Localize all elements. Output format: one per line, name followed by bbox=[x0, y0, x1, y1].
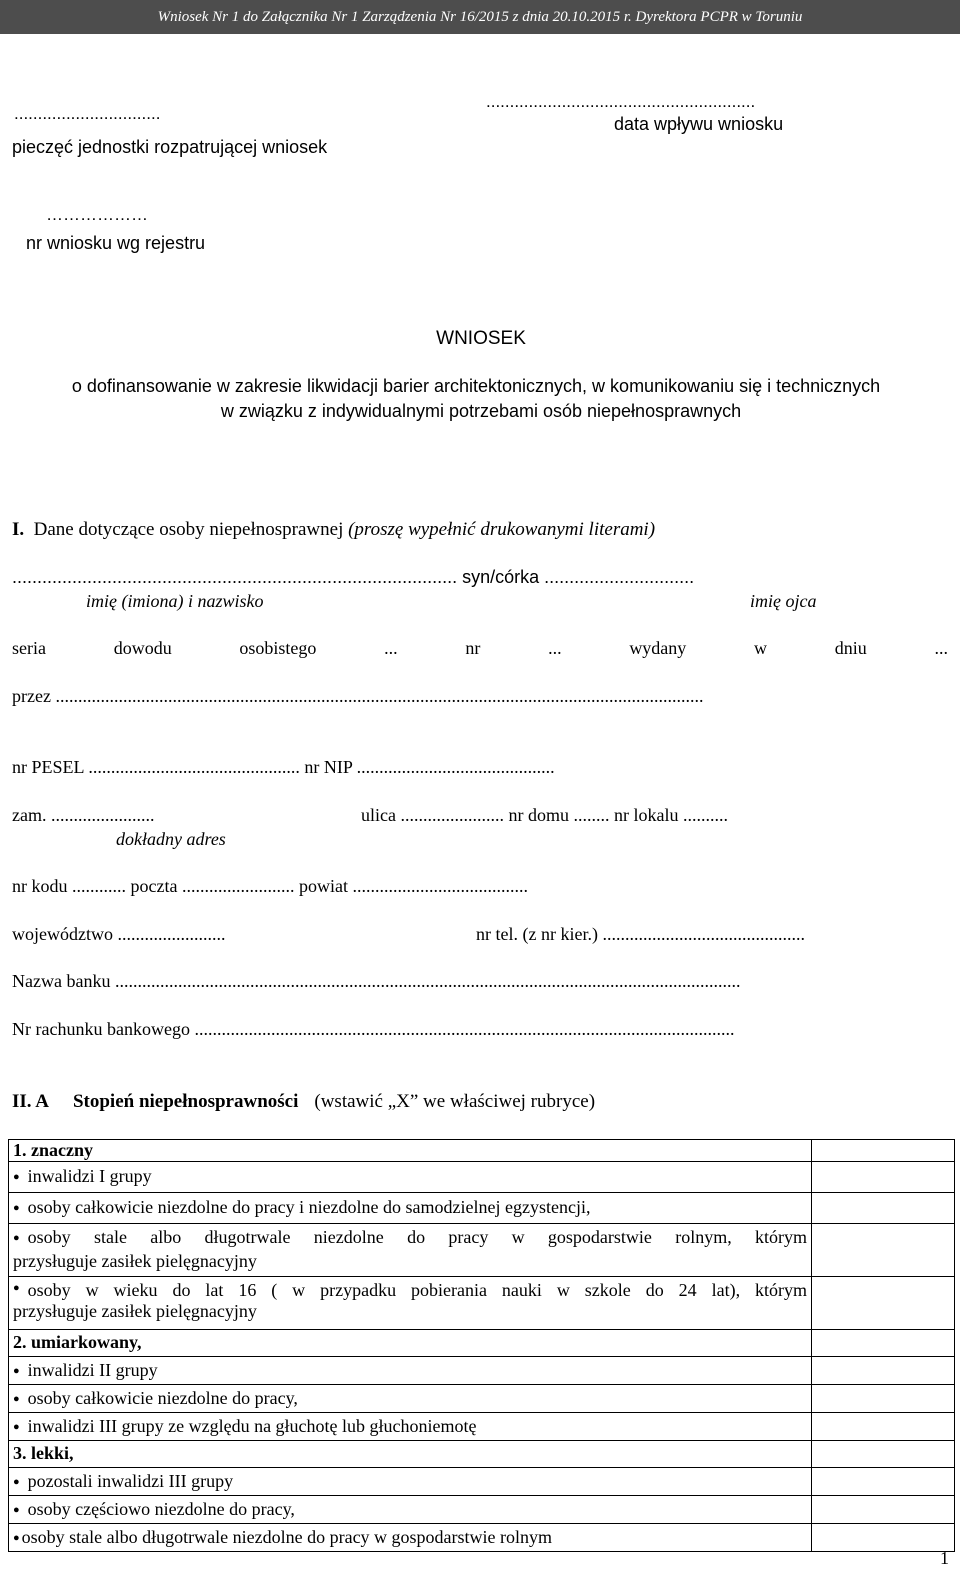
checkbox-cell[interactable] bbox=[812, 1441, 955, 1468]
id-part-dowodu: dowodu bbox=[113, 638, 172, 658]
row-label-continued: przysługuje zasiłek pielęgnacyjny bbox=[13, 1251, 257, 1271]
section2-number: II. A bbox=[12, 1091, 49, 1112]
name-caption: imię (imiona) i nazwisko bbox=[86, 591, 264, 611]
row-label-continued: przysługuje zasiłek pielęgnacyjny bbox=[13, 1301, 257, 1321]
voivodeship-field[interactable]: województwo ........................ bbox=[12, 924, 226, 944]
bullet-icon: ● bbox=[13, 1282, 20, 1294]
row-label: osoby całkowicie niezdolne do pracy i niezdolne do samodzielnej egzystencji, bbox=[27, 1197, 591, 1217]
bullet-icon: ● bbox=[13, 1421, 20, 1433]
disability-degree-table bbox=[8, 1139, 955, 1552]
section1-heading bbox=[12, 519, 655, 541]
bank-name-field[interactable]: Nazwa banku ........................................................................................................................................... bbox=[12, 971, 741, 991]
stamp-label: pieczęć jednostki rozpatrującej wniosek bbox=[12, 137, 328, 157]
section1-title: Dane dotyczące osoby niepełnosprawnej bbox=[33, 519, 344, 540]
section2-note: (wstawić „X” we właściwej rubryce) bbox=[314, 1091, 596, 1112]
bullet-icon: ● bbox=[13, 1202, 20, 1214]
bullet-icon: ● bbox=[13, 1365, 20, 1377]
id-number-field[interactable]: ... bbox=[548, 638, 562, 658]
bullet-icon: ● bbox=[13, 1504, 20, 1516]
address-caption: dokładny adres bbox=[116, 829, 226, 849]
table-row bbox=[9, 1496, 955, 1524]
checkbox-cell[interactable] bbox=[812, 1330, 955, 1357]
checkbox-cell[interactable] bbox=[812, 1140, 955, 1162]
id-part-osobistego: osobistego bbox=[239, 638, 317, 658]
father-name-caption: imię ojca bbox=[750, 591, 817, 611]
bullet-icon: ● bbox=[13, 1171, 20, 1183]
stamp-dots: ............................... bbox=[14, 104, 161, 123]
bullet-icon: ● bbox=[13, 1393, 20, 1405]
street-line[interactable]: ulica ....................... nr domu ........ nr lokalu .......... bbox=[361, 805, 728, 825]
category-number: 1. bbox=[13, 1140, 27, 1160]
date-dots: ......................................................... bbox=[486, 92, 756, 111]
category-label: lekki, bbox=[31, 1443, 74, 1463]
table-row bbox=[9, 1385, 955, 1413]
table-row bbox=[9, 1441, 955, 1468]
bank-account-field[interactable]: Nr rachunku bankowego ........................................................................................................................ bbox=[12, 1019, 735, 1039]
issued-by-line[interactable]: przez ................................................................................................................................................ bbox=[12, 686, 704, 706]
bullet-icon: ● bbox=[13, 1532, 20, 1544]
phone-field[interactable]: nr tel. (z nr kier.) ............................................. bbox=[476, 924, 805, 944]
section1-note: (proszę wypełnić drukowanymi literami) bbox=[348, 519, 656, 540]
row-label: inwalidzi III grupy ze względu na głuchotę lub głuchoniemotę bbox=[27, 1416, 477, 1436]
row-label: inwalidzi I grupy bbox=[27, 1166, 152, 1186]
table-row bbox=[9, 1413, 955, 1441]
date-received-label: data wpływu wniosku bbox=[614, 114, 784, 134]
register-number-label: nr wniosku wg rejestru bbox=[26, 233, 206, 253]
address-field[interactable]: zam. ....................... bbox=[12, 805, 155, 825]
row-label: inwalidzi II grupy bbox=[27, 1360, 158, 1380]
table-row bbox=[9, 1162, 955, 1193]
id-date-field[interactable]: ... bbox=[934, 638, 948, 658]
table-row bbox=[9, 1224, 955, 1277]
category-label: znaczny bbox=[31, 1140, 93, 1160]
document-header-bar bbox=[0, 0, 960, 34]
row-label: pozostali inwalidzi III grupy bbox=[27, 1471, 234, 1491]
table-row bbox=[9, 1330, 955, 1357]
category-number: 3. bbox=[13, 1443, 27, 1463]
row-label: osoby całkowicie niezdolne do pracy, bbox=[27, 1388, 298, 1408]
id-part-nr: nr bbox=[465, 638, 481, 658]
header-text: Wniosek Nr 1 do Załącznika Nr 1 Zarządzenia Nr 16/2015 z dnia 20.10.2015 r. Dyrektora PCPR w Toruniu bbox=[157, 9, 803, 25]
section1-number: I. bbox=[12, 519, 25, 540]
pesel-nip-line[interactable]: nr PESEL ............................................... nr NIP ............................................ bbox=[12, 757, 555, 777]
checkbox-cell[interactable] bbox=[812, 1413, 955, 1441]
checkbox-cell[interactable] bbox=[812, 1357, 955, 1385]
checkbox-cell[interactable] bbox=[812, 1468, 955, 1496]
register-dots: ……………… bbox=[46, 205, 148, 224]
category-number: 2. bbox=[13, 1332, 27, 1352]
section2-title: Stopień niepełnosprawności bbox=[72, 1091, 299, 1112]
checkbox-cell[interactable] bbox=[812, 1162, 955, 1193]
postal-line[interactable]: nr kodu ............ poczta ......................... powiat ....................................... bbox=[12, 876, 528, 896]
bullet-icon: ● bbox=[13, 1232, 20, 1244]
form-subtitle-line2: w związku z indywidualnymi potrzebami osób niepełnosprawnych bbox=[220, 401, 742, 421]
checkbox-cell[interactable] bbox=[812, 1496, 955, 1524]
id-part-w: w bbox=[754, 638, 768, 658]
page-number: 1 bbox=[940, 1548, 949, 1568]
id-series-field[interactable]: ... bbox=[384, 638, 398, 658]
id-part-dniu: dniu bbox=[834, 638, 867, 658]
table-row bbox=[9, 1357, 955, 1385]
table-row bbox=[9, 1468, 955, 1496]
table-row bbox=[9, 1193, 955, 1224]
row-label: osoby częściowo niezdolne do pracy, bbox=[27, 1499, 295, 1519]
row-label: osoby stale albo długotrwale niezdolne do pracy w gospodarstwie rolnym bbox=[21, 1527, 553, 1547]
form-title: WNIOSEK bbox=[436, 328, 526, 349]
table-row bbox=[9, 1277, 955, 1330]
form-subtitle-line1: o dofinansowanie w zakresie likwidacji barier architektonicznych, w komunikowaniu się i technicznych bbox=[71, 376, 881, 396]
checkbox-cell[interactable] bbox=[812, 1193, 955, 1224]
checkbox-cell[interactable] bbox=[812, 1385, 955, 1413]
table-row bbox=[9, 1524, 955, 1552]
checkbox-cell[interactable] bbox=[812, 1277, 955, 1330]
bullet-icon: ● bbox=[13, 1476, 20, 1488]
row-label: osoby w wieku do lat 16 ( w przypadku pobierania nauki w szkole do 24 lat), którym bbox=[27, 1280, 807, 1300]
category-label: umiarkowany, bbox=[31, 1332, 142, 1352]
checkbox-cell[interactable] bbox=[812, 1524, 955, 1552]
id-part-seria: seria bbox=[12, 638, 46, 658]
row-label: osoby stale albo długotrwale niezdolne do pracy w gospodarstwie rolnym, którym bbox=[27, 1227, 807, 1247]
id-part-wydany: wydany bbox=[629, 638, 687, 658]
section2-heading bbox=[12, 1091, 595, 1113]
id-document-line[interactable] bbox=[12, 638, 948, 659]
table-row bbox=[9, 1140, 955, 1162]
checkbox-cell[interactable] bbox=[812, 1224, 955, 1277]
name-field-line[interactable]: ......................................................................................... syn/córka .............................. bbox=[12, 567, 695, 587]
